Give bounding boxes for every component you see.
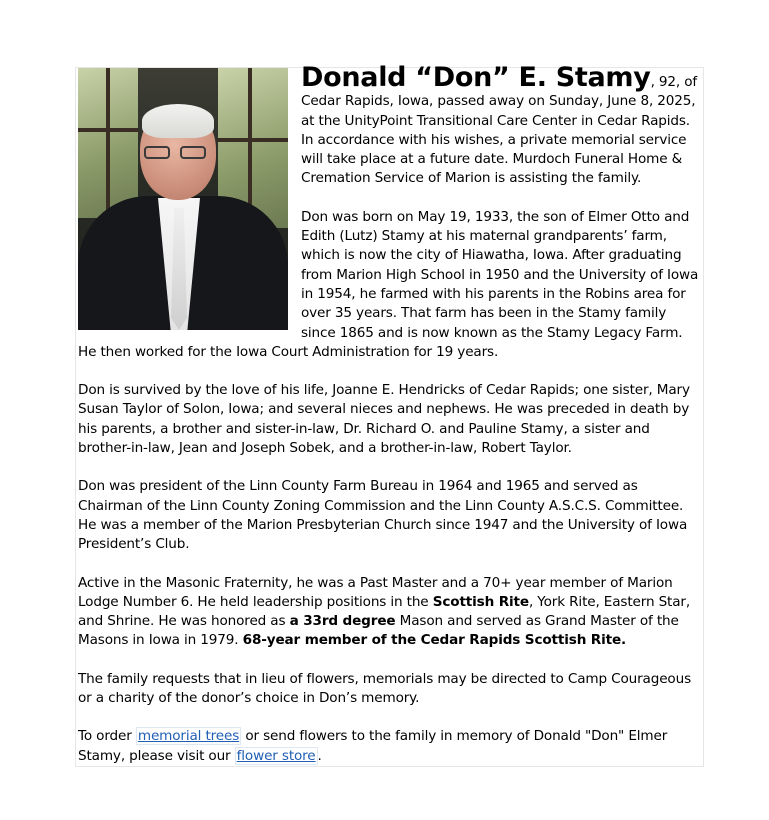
- p7-text-c: .: [317, 747, 322, 764]
- obituary-title: Donald “Don” E. Stamy: [301, 62, 651, 93]
- paragraph-7: [78, 727, 704, 766]
- paragraph-5: [78, 574, 704, 651]
- p7-text-a: To order: [78, 728, 136, 745]
- p5-bold-68-year: 68-year member of the Cedar Rapids Scottish Rite.: [242, 632, 627, 649]
- paragraph-1-text: , 92, of Cedar Rapids, Iowa, passed away on Sunday, June 8, 2025, at the UnityPoint Transitional Care Center in Cedar Rapids. In accordance with his wishes, a private memorial service will take place at a future date. Murdoch Funeral Home & Cremation Service of Marion is assisting the family.: [301, 74, 698, 187]
- p5-text-a: Active in the Masonic Fraternity, he was a Past Master and a 70+ year member of Marion Lodge Number 6. He held leadership positions in the: [78, 574, 673, 610]
- p5-text-d: Mason and served as Grand Master of the Masons in Iowa in 1979.: [78, 613, 679, 649]
- obituary-body: [78, 62, 704, 785]
- p5-bold-scottish-rite: Scottish Rite: [432, 593, 529, 610]
- p5-bold-33rd-degree: a 33rd degree: [289, 613, 396, 630]
- paragraph-4: Don was president of the Linn County Farm Bureau in 1964 and 1965 and served as Chairman of the Linn County Zoning Commission and the Linn County A.S.C.S. Committee. He was a member of the Marion Presbyterian Church since 1947 and the University of Iowa President’s Club.: [78, 478, 688, 553]
- memorial-trees-link[interactable]: memorial trees: [137, 728, 240, 745]
- paragraph-6: The family requests that in lieu of flowers, memorials may be directed to Camp Courageous or a charity of the donor’s choice in Don’s memory.: [78, 670, 691, 707]
- p5-text-c: , York Rite, Eastern Star, and Shrine. He was honored as: [78, 593, 691, 630]
- paragraph-2: Don was born on May 19, 1933, the son of Elmer Otto and Edith (Lutz) Stamy at his maternal grandparents’ farm, which is now the city of Hiawatha, Iowa. After graduating from Marion High School in 1950 and the University of Iowa in 1954, he farmed with his parents in the Robins area for over 35 years. That farm has been in the Stamy family since 1865 and is now known as the Stamy Legacy Farm. He then worked for the Iowa Court Administration for 19 years.: [78, 208, 699, 360]
- flower-store-link[interactable]: flower store: [236, 747, 316, 764]
- portrait-photo: [78, 68, 288, 330]
- p7-text-b: or send flowers to the family in memory of Donald "Don" Elmer Stamy, please visit our: [78, 728, 668, 764]
- paragraph-3: Don is survived by the love of his life, Joanne E. Hendricks of Cedar Rapids; one sister, Mary Susan Taylor of Solon, Iowa; and several nieces and nephews. He was preceded in death by his parents, a brother and sister-in-law, Dr. Richard O. and Pauline Stamy, a sister and brother-in-law, Jean and Joseph Sobek, and a brother-in-law, Robert Taylor.: [78, 382, 690, 457]
